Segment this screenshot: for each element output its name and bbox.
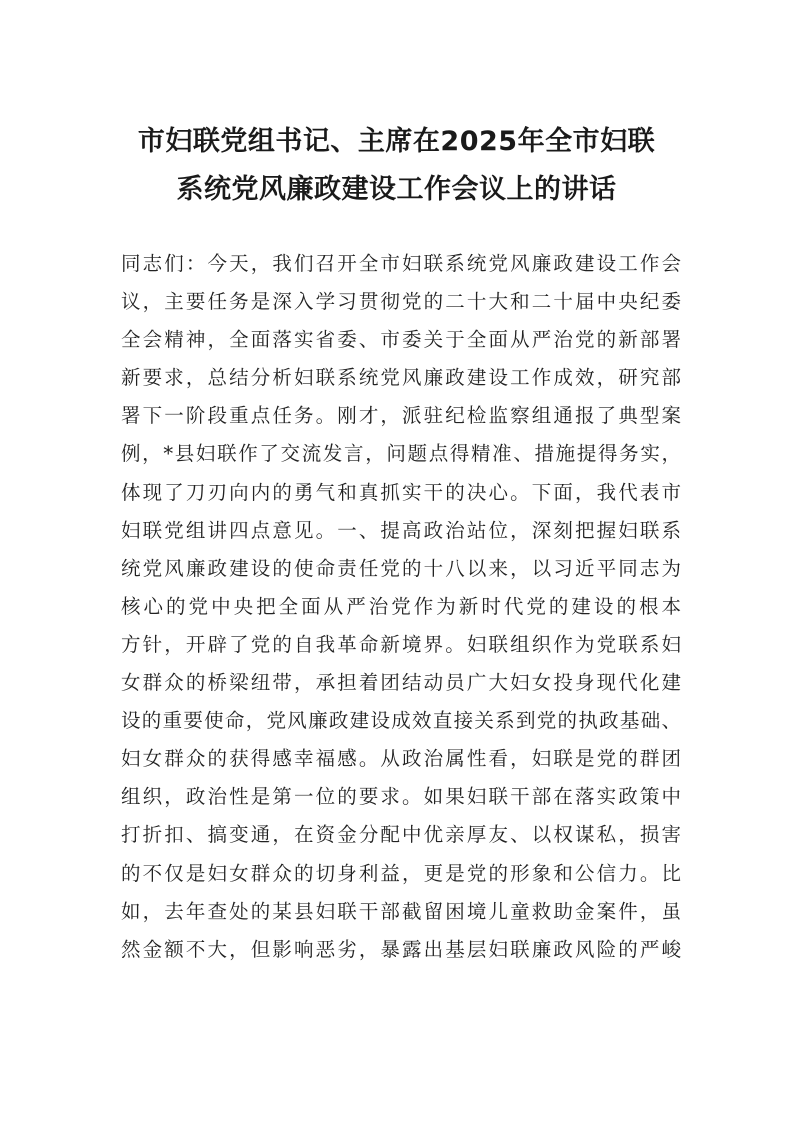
body-line: 设的重要使命，党风廉政建设成效直接关系到党的执政基础、 bbox=[121, 709, 681, 733]
body-line: 的不仅是妇女群众的切身利益，更是党的形象和公信力。比 bbox=[121, 861, 681, 885]
body-line: 打折扣、搞变通，在资金分配中优亲厚友、以权谋私，损害 bbox=[121, 823, 681, 847]
body-line: 妇联党组讲四点意见。一、提高政治站位，深刻把握妇联系 bbox=[121, 518, 681, 542]
body-line: 体现了刀刃向内的勇气和真抓实干的决心。下面，我代表市 bbox=[121, 480, 681, 504]
body-line: 妇女群众的获得感幸福感。从政治属性看，妇联是党的群团 bbox=[121, 747, 681, 771]
document-title bbox=[60, 118, 733, 214]
title-line-2: 系统党风廉政建设工作会议上的讲话 bbox=[176, 174, 617, 205]
document-body bbox=[121, 245, 681, 969]
body-line: 组织，政治性是第一位的要求。如果妇联干部在落实政策中 bbox=[121, 785, 681, 809]
body-line: 新要求，总结分析妇联系统党风廉政建设工作成效，研究部 bbox=[121, 366, 681, 390]
body-line: 核心的党中央把全面从严治党作为新时代党的建设的根本 bbox=[121, 594, 681, 618]
body-line: 然金额不大，但影响恶劣，暴露出基层妇联廉政风险的严峻 bbox=[121, 937, 681, 961]
body-line: 统党风廉政建设的使命责任党的十八以来，以习近平同志为 bbox=[121, 556, 681, 580]
body-line: 方针，开辟了党的自我革命新境界。妇联组织作为党联系妇 bbox=[121, 632, 681, 656]
body-line: 女群众的桥梁纽带，承担着团结动员广大妇女投身现代化建 bbox=[121, 671, 681, 695]
body-line: 例，*县妇联作了交流发言，问题点得精准、措施提得务实， bbox=[121, 442, 681, 466]
body-line: 如，去年查处的某县妇联干部截留困境儿童救助金案件，虽 bbox=[121, 899, 681, 923]
body-line: 同志们：今天，我们召开全市妇联系统党风廉政建设工作会 bbox=[121, 252, 681, 275]
title-line-1: 市妇联党组书记、主席在2025年全市妇联 bbox=[137, 126, 656, 157]
body-line: 议，主要任务是深入学习贯彻党的二十大和二十届中央纪委 bbox=[121, 290, 681, 314]
body-line: 全会精神，全面落实省委、市委关于全面从严治党的新部署 bbox=[121, 328, 681, 352]
body-line: 署下一阶段重点任务。刚才，派驻纪检监察组通报了典型案 bbox=[121, 404, 681, 428]
